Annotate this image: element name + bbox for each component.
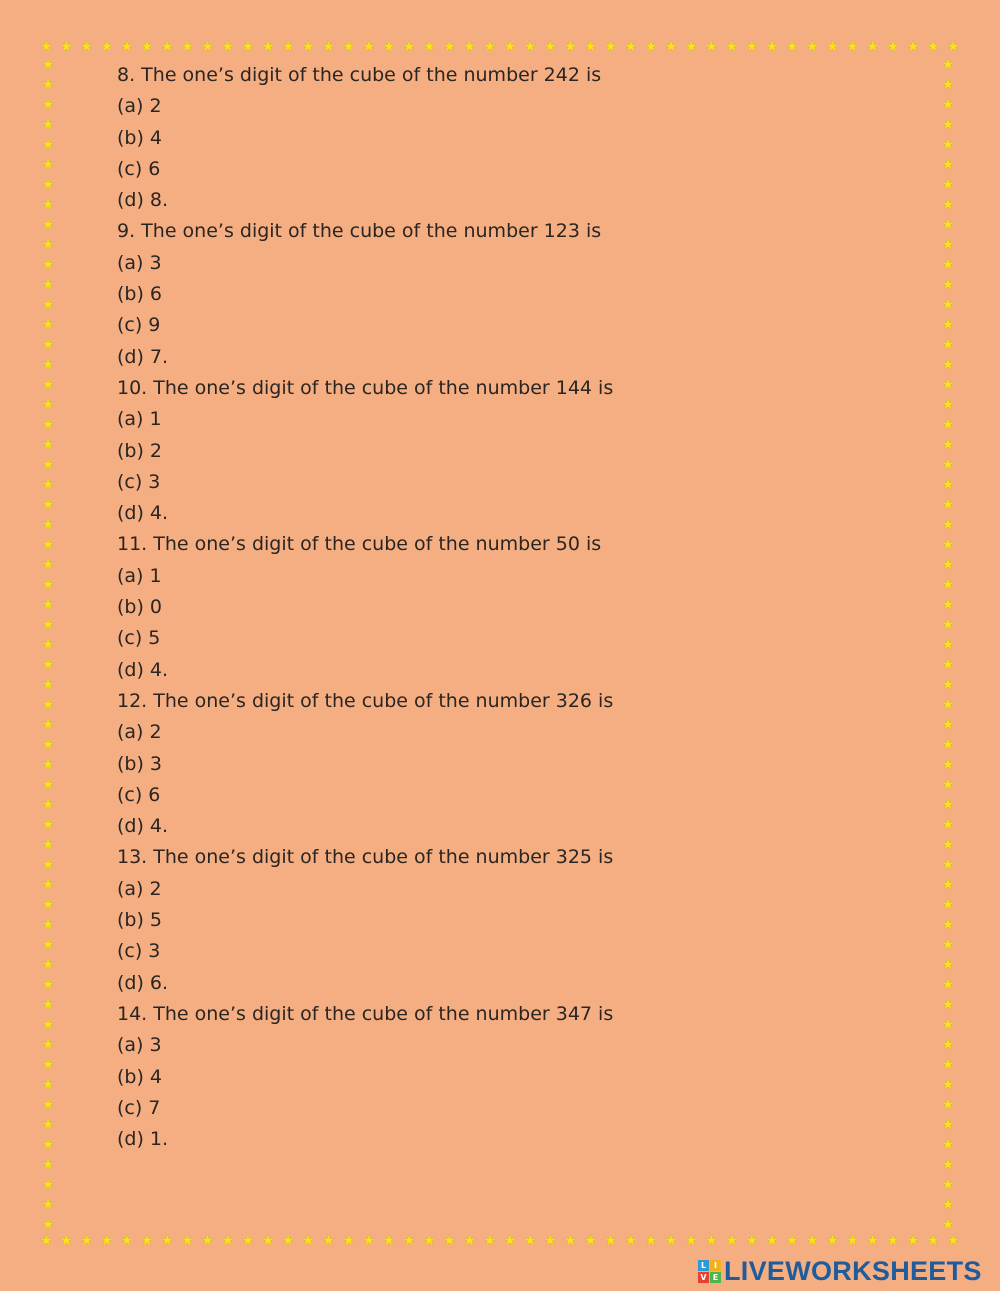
star-icon: ★ xyxy=(941,877,955,893)
star-icon: ★ xyxy=(941,437,955,453)
star-icon: ★ xyxy=(41,477,55,493)
star-icon: ★ xyxy=(906,1233,920,1249)
star-icon: ★ xyxy=(41,97,55,113)
answer-option[interactable]: (d) 1. xyxy=(117,1128,169,1151)
star-icon: ★ xyxy=(41,437,55,453)
star-icon: ★ xyxy=(941,417,955,433)
star-icon: ★ xyxy=(80,39,93,55)
star-icon: ★ xyxy=(941,1157,955,1173)
answer-option[interactable]: (d) 8. xyxy=(117,189,169,212)
star-icon: ★ xyxy=(160,39,174,55)
star-icon: ★ xyxy=(745,1233,759,1249)
star-icon: ★ xyxy=(941,777,955,793)
answer-option[interactable]: (d) 4. xyxy=(117,502,169,525)
logo-tile: I xyxy=(710,1260,721,1271)
star-icon: ★ xyxy=(685,1233,698,1249)
star-icon: ★ xyxy=(941,237,955,253)
star-icon: ★ xyxy=(941,1057,955,1073)
answer-option[interactable]: (b) 4 xyxy=(117,1065,163,1088)
star-icon: ★ xyxy=(41,537,55,553)
star-icon: ★ xyxy=(120,1233,134,1249)
star-icon: ★ xyxy=(941,217,955,233)
star-icon: ★ xyxy=(941,197,955,213)
liveworksheets-logo-icon xyxy=(698,1260,721,1283)
star-icon: ★ xyxy=(41,1037,55,1053)
star-icon: ★ xyxy=(941,937,955,953)
star-icon: ★ xyxy=(866,39,879,55)
star-icon: ★ xyxy=(941,1117,955,1133)
logo-tile: V xyxy=(698,1272,709,1283)
star-icon: ★ xyxy=(941,1197,955,1213)
star-icon: ★ xyxy=(941,97,955,113)
star-icon: ★ xyxy=(941,1017,955,1033)
star-icon: ★ xyxy=(483,39,496,55)
star-icon: ★ xyxy=(941,77,955,93)
star-icon: ★ xyxy=(41,697,55,713)
star-icon: ★ xyxy=(41,497,55,513)
star-icon: ★ xyxy=(41,997,55,1013)
star-icon: ★ xyxy=(41,717,55,733)
star-icon: ★ xyxy=(100,39,114,55)
star-icon: ★ xyxy=(261,39,275,55)
star-icon: ★ xyxy=(241,1233,255,1249)
star-icon: ★ xyxy=(41,1077,55,1093)
star-border-bottom xyxy=(40,1234,960,1250)
star-icon: ★ xyxy=(624,39,638,55)
answer-option[interactable]: (d) 4. xyxy=(117,815,169,838)
star-icon: ★ xyxy=(40,1233,53,1249)
star-icon: ★ xyxy=(543,39,557,55)
star-icon: ★ xyxy=(41,757,55,773)
star-icon: ★ xyxy=(41,77,55,93)
question-stem: 8. The one’s digit of the cube of the number 242 is xyxy=(117,64,602,86)
liveworksheets-brand[interactable] xyxy=(698,1256,982,1286)
answer-option[interactable]: (a) 3 xyxy=(117,1034,162,1057)
star-icon: ★ xyxy=(941,817,955,833)
star-icon: ★ xyxy=(41,1177,55,1193)
star-icon: ★ xyxy=(624,1233,638,1249)
star-icon: ★ xyxy=(941,857,955,873)
answer-option[interactable]: (d) 4. xyxy=(117,658,169,681)
star-icon: ★ xyxy=(41,637,55,653)
star-icon: ★ xyxy=(941,497,955,513)
star-icon: ★ xyxy=(322,39,335,55)
star-icon: ★ xyxy=(941,317,955,333)
star-icon: ★ xyxy=(41,1137,55,1153)
star-icon: ★ xyxy=(100,1233,114,1249)
star-icon: ★ xyxy=(785,1233,799,1249)
star-icon: ★ xyxy=(41,577,55,593)
star-icon: ★ xyxy=(941,1217,955,1233)
star-icon: ★ xyxy=(41,817,55,833)
star-icon: ★ xyxy=(181,39,194,55)
star-icon: ★ xyxy=(664,1233,678,1249)
logo-tile: E xyxy=(710,1272,721,1283)
star-icon: ★ xyxy=(41,217,55,233)
star-icon: ★ xyxy=(926,1233,940,1249)
star-icon: ★ xyxy=(941,617,955,633)
star-icon: ★ xyxy=(422,39,436,55)
star-icon: ★ xyxy=(41,617,55,633)
star-icon: ★ xyxy=(941,1077,955,1093)
star-icon: ★ xyxy=(160,1233,174,1249)
answer-option[interactable]: (b) 2 xyxy=(117,439,163,462)
star-icon: ★ xyxy=(886,39,900,55)
star-icon: ★ xyxy=(941,517,955,533)
star-icon: ★ xyxy=(941,57,955,73)
star-icon: ★ xyxy=(41,1117,55,1133)
answer-option[interactable]: (a) 2 xyxy=(117,95,162,118)
star-icon: ★ xyxy=(826,1233,839,1249)
answer-option[interactable]: (b) 5 xyxy=(117,909,163,932)
star-icon: ★ xyxy=(846,39,859,55)
answer-option[interactable]: (a) 2 xyxy=(117,721,162,744)
star-icon: ★ xyxy=(41,977,55,993)
star-icon: ★ xyxy=(281,1233,295,1249)
star-icon: ★ xyxy=(41,1017,55,1033)
star-icon: ★ xyxy=(725,1233,738,1249)
star-icon: ★ xyxy=(181,1233,194,1249)
star-icon: ★ xyxy=(705,1233,718,1249)
star-icon: ★ xyxy=(644,1233,658,1249)
answer-option[interactable]: (c) 3 xyxy=(117,470,161,493)
star-icon: ★ xyxy=(941,457,955,473)
star-icon: ★ xyxy=(41,377,55,393)
star-icon: ★ xyxy=(523,1233,537,1249)
star-icon: ★ xyxy=(41,917,55,933)
star-icon: ★ xyxy=(765,1233,779,1249)
star-icon: ★ xyxy=(322,1233,335,1249)
answer-option[interactable]: (b) 4 xyxy=(117,126,163,149)
star-icon: ★ xyxy=(941,377,955,393)
star-icon: ★ xyxy=(41,857,55,873)
star-icon: ★ xyxy=(941,1177,955,1193)
star-icon: ★ xyxy=(281,39,295,55)
star-icon: ★ xyxy=(941,977,955,993)
star-icon: ★ xyxy=(382,1233,396,1249)
star-icon: ★ xyxy=(926,39,940,55)
star-icon: ★ xyxy=(362,39,376,55)
star-icon: ★ xyxy=(41,1057,55,1073)
star-icon: ★ xyxy=(41,677,55,693)
star-icon: ★ xyxy=(221,39,234,55)
star-icon: ★ xyxy=(41,597,55,613)
answer-option[interactable]: (c) 5 xyxy=(117,627,161,650)
star-icon: ★ xyxy=(362,1233,376,1249)
star-icon: ★ xyxy=(941,557,955,573)
star-icon: ★ xyxy=(826,39,839,55)
star-icon: ★ xyxy=(941,577,955,593)
star-icon: ★ xyxy=(41,937,55,953)
star-icon: ★ xyxy=(941,657,955,673)
star-icon: ★ xyxy=(941,257,955,273)
star-icon: ★ xyxy=(41,1157,55,1173)
answer-option[interactable]: (b) 0 xyxy=(117,596,163,619)
star-icon: ★ xyxy=(41,517,55,533)
star-icon: ★ xyxy=(120,39,134,55)
star-icon: ★ xyxy=(941,1097,955,1113)
star-icon: ★ xyxy=(41,257,55,273)
answer-option[interactable]: (c) 6 xyxy=(117,157,161,180)
star-icon: ★ xyxy=(785,39,799,55)
star-icon: ★ xyxy=(302,1233,315,1249)
star-icon: ★ xyxy=(947,1233,960,1249)
star-icon: ★ xyxy=(201,39,214,55)
answer-option[interactable]: (a) 1 xyxy=(117,564,162,587)
star-icon: ★ xyxy=(41,657,55,673)
star-icon: ★ xyxy=(584,1233,597,1249)
question-stem: 13. The one’s digit of the cube of the number 325 is xyxy=(117,846,614,869)
answer-option[interactable]: (a) 1 xyxy=(117,408,162,431)
star-icon: ★ xyxy=(41,1217,55,1233)
answer-option[interactable]: (a) 2 xyxy=(117,877,162,900)
star-icon: ★ xyxy=(443,1233,456,1249)
star-icon: ★ xyxy=(402,1233,416,1249)
answer-option[interactable]: (a) 3 xyxy=(117,251,162,274)
question-stem: 10. The one’s digit of the cube of the number 144 is xyxy=(117,376,614,399)
answer-option[interactable]: (c) 7 xyxy=(117,1096,161,1119)
star-icon: ★ xyxy=(140,1233,154,1249)
star-icon: ★ xyxy=(644,39,658,55)
question-stem: 14. The one’s digit of the cube of the number 347 is xyxy=(117,1002,614,1025)
star-icon: ★ xyxy=(41,777,55,793)
star-icon: ★ xyxy=(201,1233,214,1249)
worksheet-questions xyxy=(117,60,917,1155)
star-icon: ★ xyxy=(941,537,955,553)
star-icon: ★ xyxy=(41,337,55,353)
star-icon: ★ xyxy=(604,1233,617,1249)
star-icon: ★ xyxy=(41,157,55,173)
star-icon: ★ xyxy=(41,57,55,73)
star-icon: ★ xyxy=(745,39,759,55)
star-icon: ★ xyxy=(941,837,955,853)
star-icon: ★ xyxy=(941,177,955,193)
star-icon: ★ xyxy=(941,117,955,133)
star-icon: ★ xyxy=(941,757,955,773)
star-icon: ★ xyxy=(523,39,537,55)
star-icon: ★ xyxy=(80,1233,93,1249)
question-stem: 11. The one’s digit of the cube of the number 50 is xyxy=(117,533,602,556)
star-icon: ★ xyxy=(41,957,55,973)
star-icon: ★ xyxy=(60,1233,73,1249)
star-icon: ★ xyxy=(941,357,955,373)
star-border-left xyxy=(40,58,56,1232)
star-icon: ★ xyxy=(941,997,955,1013)
star-icon: ★ xyxy=(41,1097,55,1113)
star-icon: ★ xyxy=(503,1233,517,1249)
star-icon: ★ xyxy=(503,39,517,55)
star-icon: ★ xyxy=(41,897,55,913)
star-icon: ★ xyxy=(846,1233,859,1249)
star-icon: ★ xyxy=(941,157,955,173)
star-icon: ★ xyxy=(41,177,55,193)
star-icon: ★ xyxy=(241,39,255,55)
star-icon: ★ xyxy=(866,1233,879,1249)
star-icon: ★ xyxy=(60,39,73,55)
star-icon: ★ xyxy=(41,237,55,253)
star-icon: ★ xyxy=(41,357,55,373)
star-icon: ★ xyxy=(941,737,955,753)
star-icon: ★ xyxy=(941,957,955,973)
star-icon: ★ xyxy=(941,917,955,933)
star-icon: ★ xyxy=(941,797,955,813)
star-icon: ★ xyxy=(342,39,355,55)
star-icon: ★ xyxy=(941,1137,955,1153)
logo-tile: L xyxy=(698,1260,709,1271)
star-icon: ★ xyxy=(41,417,55,433)
star-icon: ★ xyxy=(941,277,955,293)
star-icon: ★ xyxy=(382,39,396,55)
star-icon: ★ xyxy=(543,1233,557,1249)
star-icon: ★ xyxy=(41,297,55,313)
star-icon: ★ xyxy=(584,39,597,55)
star-icon: ★ xyxy=(41,1197,55,1213)
star-icon: ★ xyxy=(41,277,55,293)
star-icon: ★ xyxy=(941,1037,955,1053)
star-icon: ★ xyxy=(41,137,55,153)
star-icon: ★ xyxy=(342,1233,355,1249)
question-stem: 12. The one’s digit of the cube of the number 326 is xyxy=(117,689,614,712)
answer-option[interactable]: (b) 6 xyxy=(117,283,163,306)
star-icon: ★ xyxy=(463,1233,476,1249)
star-icon: ★ xyxy=(725,39,738,55)
star-icon: ★ xyxy=(443,39,456,55)
star-icon: ★ xyxy=(41,877,55,893)
answer-option[interactable]: (d) 6. xyxy=(117,971,169,994)
star-icon: ★ xyxy=(906,39,920,55)
star-icon: ★ xyxy=(805,1233,819,1249)
star-icon: ★ xyxy=(664,39,678,55)
star-icon: ★ xyxy=(941,137,955,153)
star-icon: ★ xyxy=(41,797,55,813)
star-icon: ★ xyxy=(941,477,955,493)
star-icon: ★ xyxy=(564,39,577,55)
star-icon: ★ xyxy=(705,39,718,55)
star-icon: ★ xyxy=(805,39,819,55)
star-icon: ★ xyxy=(422,1233,436,1249)
star-icon: ★ xyxy=(685,39,698,55)
star-icon: ★ xyxy=(941,717,955,733)
star-icon: ★ xyxy=(402,39,416,55)
star-icon: ★ xyxy=(941,337,955,353)
star-icon: ★ xyxy=(941,597,955,613)
star-icon: ★ xyxy=(41,197,55,213)
star-icon: ★ xyxy=(941,637,955,653)
star-border-right xyxy=(940,58,956,1232)
star-icon: ★ xyxy=(463,39,476,55)
answer-option[interactable]: (c) 3 xyxy=(117,940,161,963)
star-icon: ★ xyxy=(483,1233,496,1249)
star-icon: ★ xyxy=(941,677,955,693)
star-icon: ★ xyxy=(564,1233,577,1249)
star-icon: ★ xyxy=(140,39,154,55)
star-icon: ★ xyxy=(41,737,55,753)
star-icon: ★ xyxy=(41,397,55,413)
brand-name: LIVEWORKSHEETS xyxy=(724,1255,982,1286)
star-icon: ★ xyxy=(941,397,955,413)
star-icon: ★ xyxy=(41,117,55,133)
star-icon: ★ xyxy=(941,697,955,713)
star-icon: ★ xyxy=(221,1233,234,1249)
star-icon: ★ xyxy=(886,1233,900,1249)
star-border-top xyxy=(40,40,960,56)
answer-option[interactable]: (c) 9 xyxy=(117,314,161,337)
star-icon: ★ xyxy=(302,39,315,55)
answer-option[interactable]: (c) 6 xyxy=(117,783,161,806)
star-icon: ★ xyxy=(604,39,617,55)
star-icon: ★ xyxy=(41,557,55,573)
answer-option[interactable]: (b) 3 xyxy=(117,752,163,775)
star-icon: ★ xyxy=(765,39,779,55)
star-icon: ★ xyxy=(941,297,955,313)
star-icon: ★ xyxy=(41,837,55,853)
star-icon: ★ xyxy=(40,39,53,55)
star-icon: ★ xyxy=(41,317,55,333)
star-icon: ★ xyxy=(41,457,55,473)
star-icon: ★ xyxy=(941,897,955,913)
star-icon: ★ xyxy=(261,1233,275,1249)
answer-option[interactable]: (d) 7. xyxy=(117,345,169,368)
star-icon: ★ xyxy=(947,39,960,55)
question-stem: 9. The one’s digit of the cube of the number 123 is xyxy=(117,220,602,243)
